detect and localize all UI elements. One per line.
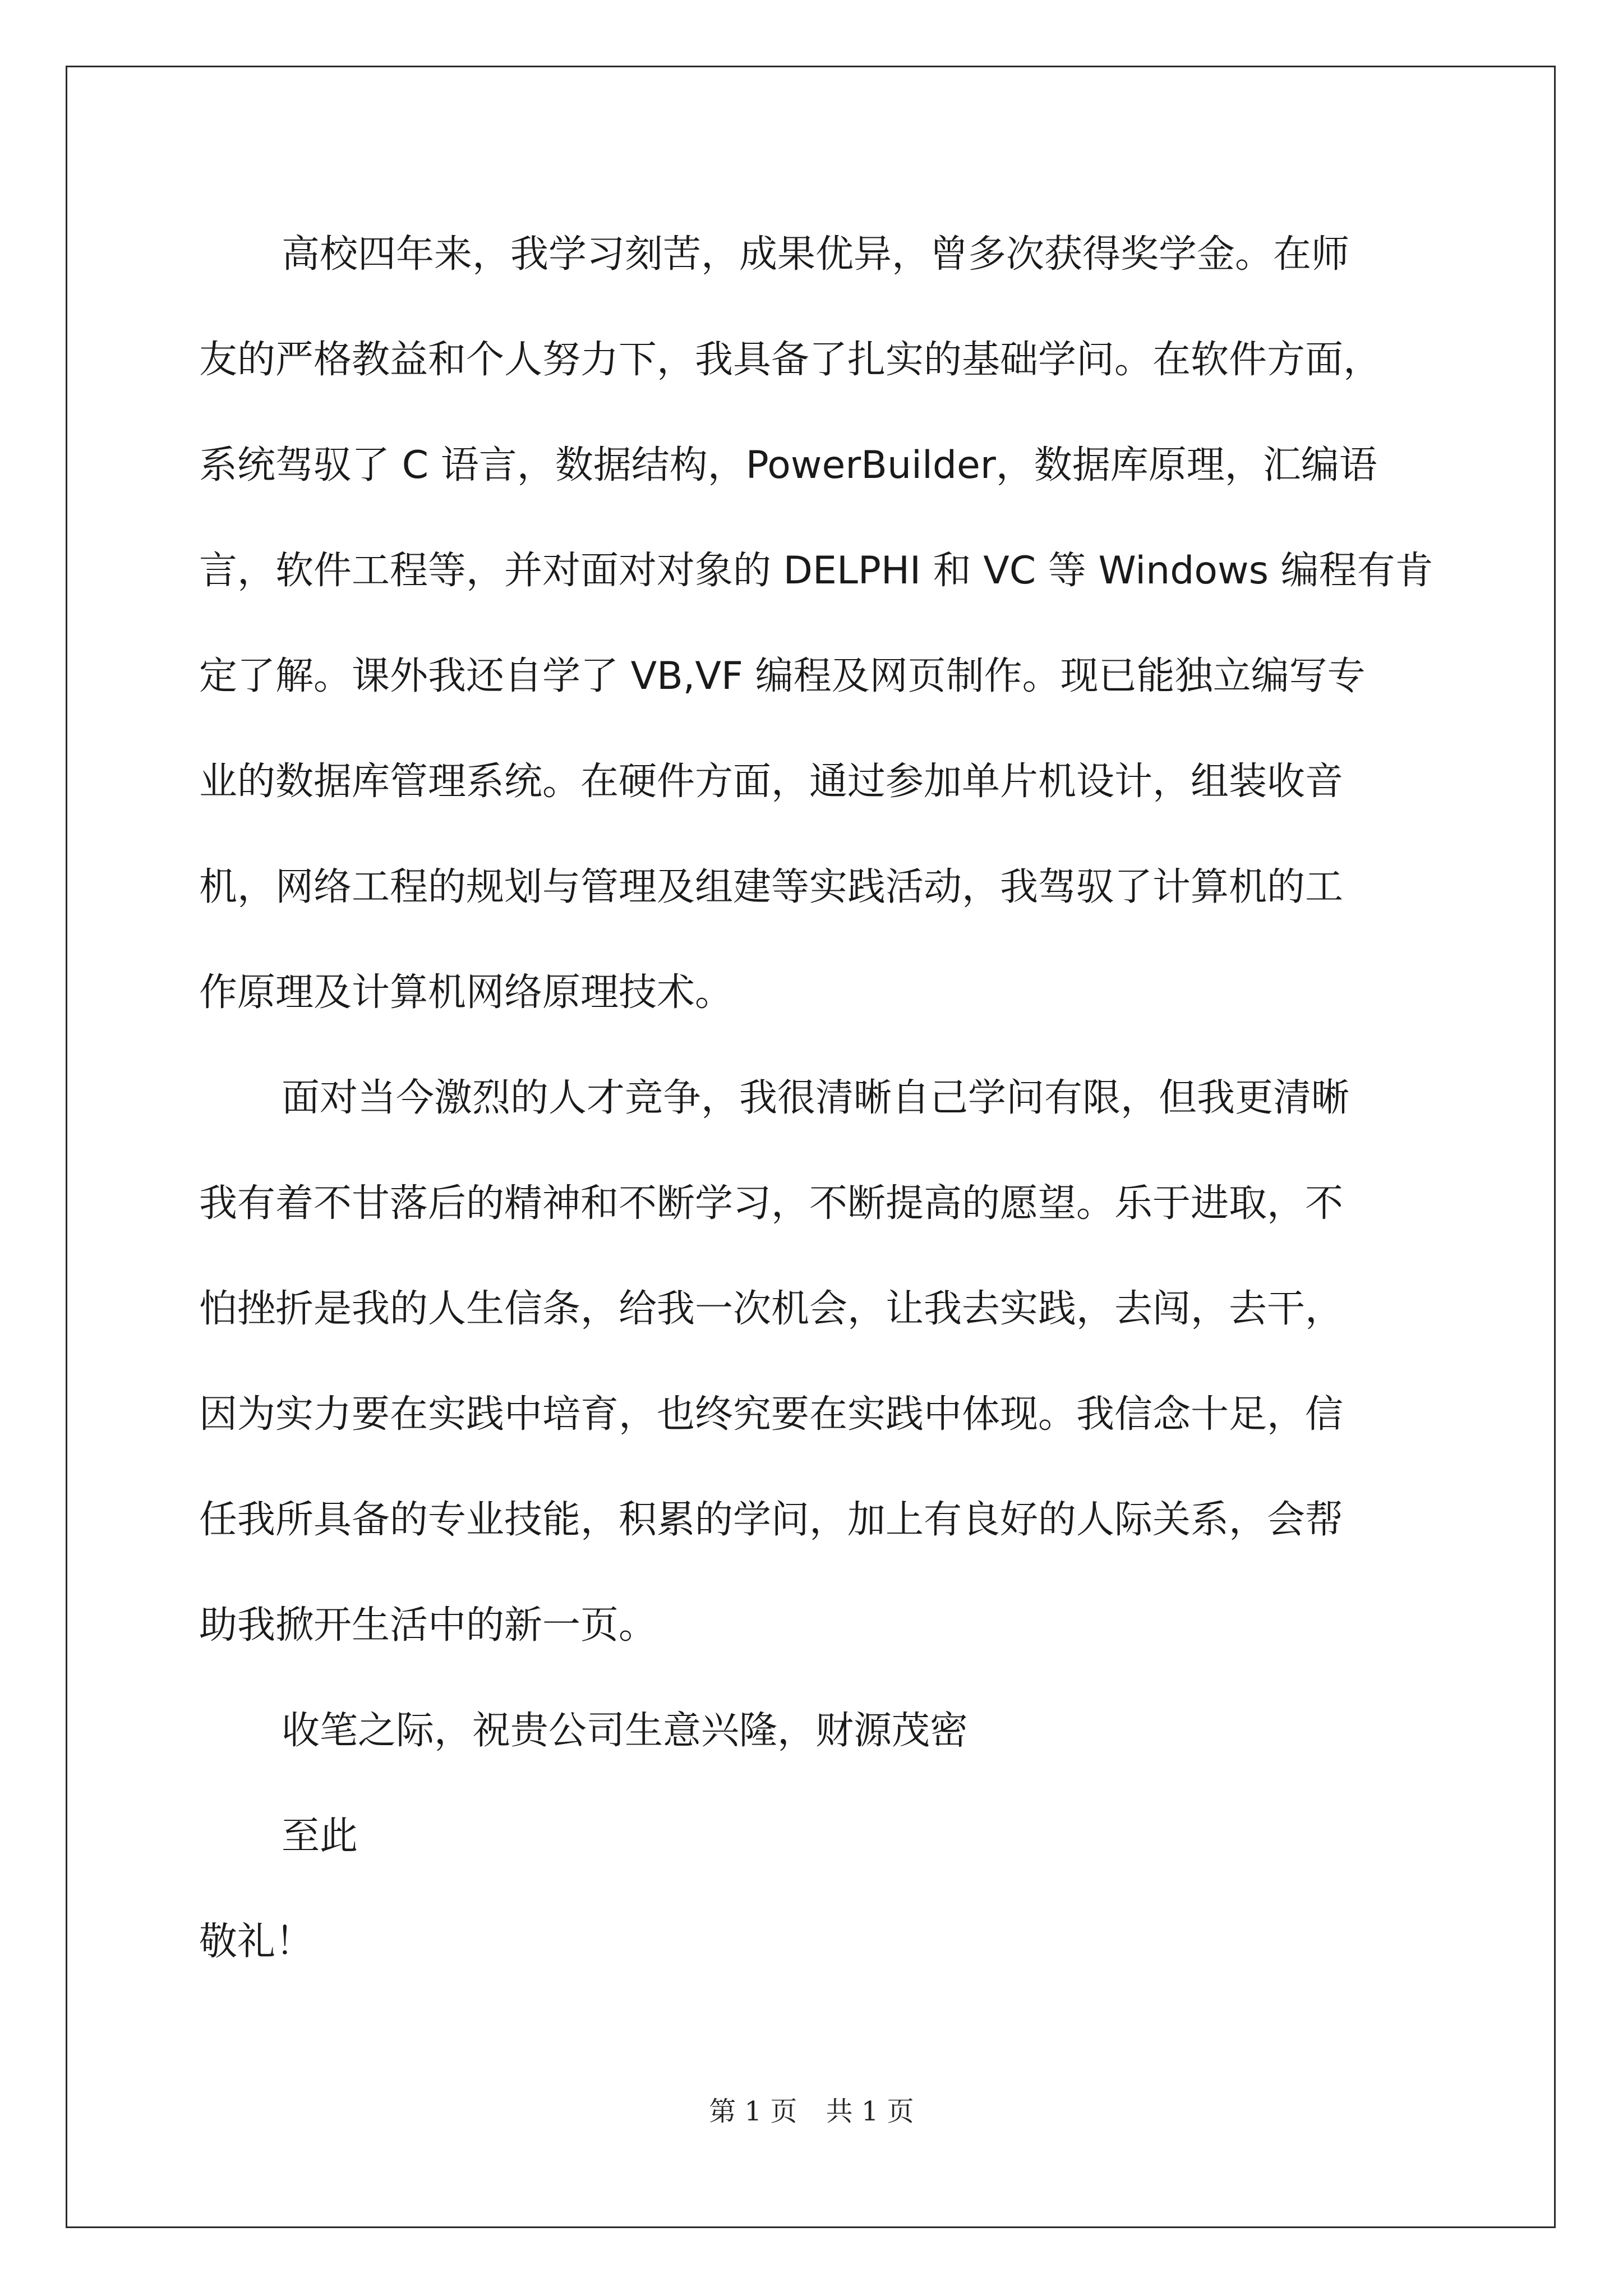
text-line: 友的严格教益和个人努力下，我具备了扎实的基础学问。在软件方面， — [199, 338, 1382, 382]
text-line: 助我掀开生活中的新一页。 — [199, 1603, 657, 1648]
text-line: 我有着不甘落后的精神和不断学习，不断提高的愿望。乐于进取，不 — [199, 1181, 1344, 1226]
page-number: 第 1 页 — [709, 2096, 797, 2127]
page-footer — [0, 2090, 1623, 2128]
text-line: 因为实力要在实践中培育，也终究要在实践中体现。我信念十足，信 — [199, 1392, 1344, 1437]
closing-line: 收笔之际，祝贵公司生意兴隆，财源茂密 — [282, 1709, 969, 1753]
salutation: 敬礼！ — [199, 1920, 314, 1964]
text-line: 机，网络工程的规划与管理及组建等实践活动，我驾驭了计算机的工 — [199, 865, 1344, 909]
text-line: 任我所具备的专业技能，积累的学问，加上有良好的人际关系，会帮 — [199, 1498, 1344, 1542]
text-line: 高校四年来，我学习刻苦，成果优异，曾多次获得奖学金。在师 — [282, 232, 1350, 277]
text-line: 业的数据库管理系统。在硬件方面，通过参加单片机设计，组装收音 — [199, 760, 1344, 804]
greeting: 至此 — [282, 1814, 358, 1858]
text-line: 系统驾驭了 C 语言，数据结构，PowerBuilder，数据库原理，汇编语 — [199, 443, 1377, 487]
paragraph-1 — [199, 202, 1433, 1046]
letter-body — [199, 202, 1433, 1995]
text-line: 怕挫折是我的人生信条，给我一次机会，让我去实践，去闯，去干， — [199, 1287, 1344, 1331]
paragraph-2 — [199, 1046, 1433, 1678]
text-line: 作原理及计算机网络原理技术。 — [199, 970, 734, 1015]
page-total: 共 1 页 — [826, 2096, 914, 2127]
text-line: 定了解。课外我还自学了 VB,VF 编程及网页制作。现已能独立编写专 — [199, 654, 1366, 698]
text-line: 言，软件工程等，并对面对对象的 DELPHI 和 VC 等 Windows 编程有肯 — [199, 549, 1433, 593]
text-line: 面对当今激烈的人才竞争，我很清晰自己学问有限，但我更清晰 — [282, 1076, 1350, 1120]
